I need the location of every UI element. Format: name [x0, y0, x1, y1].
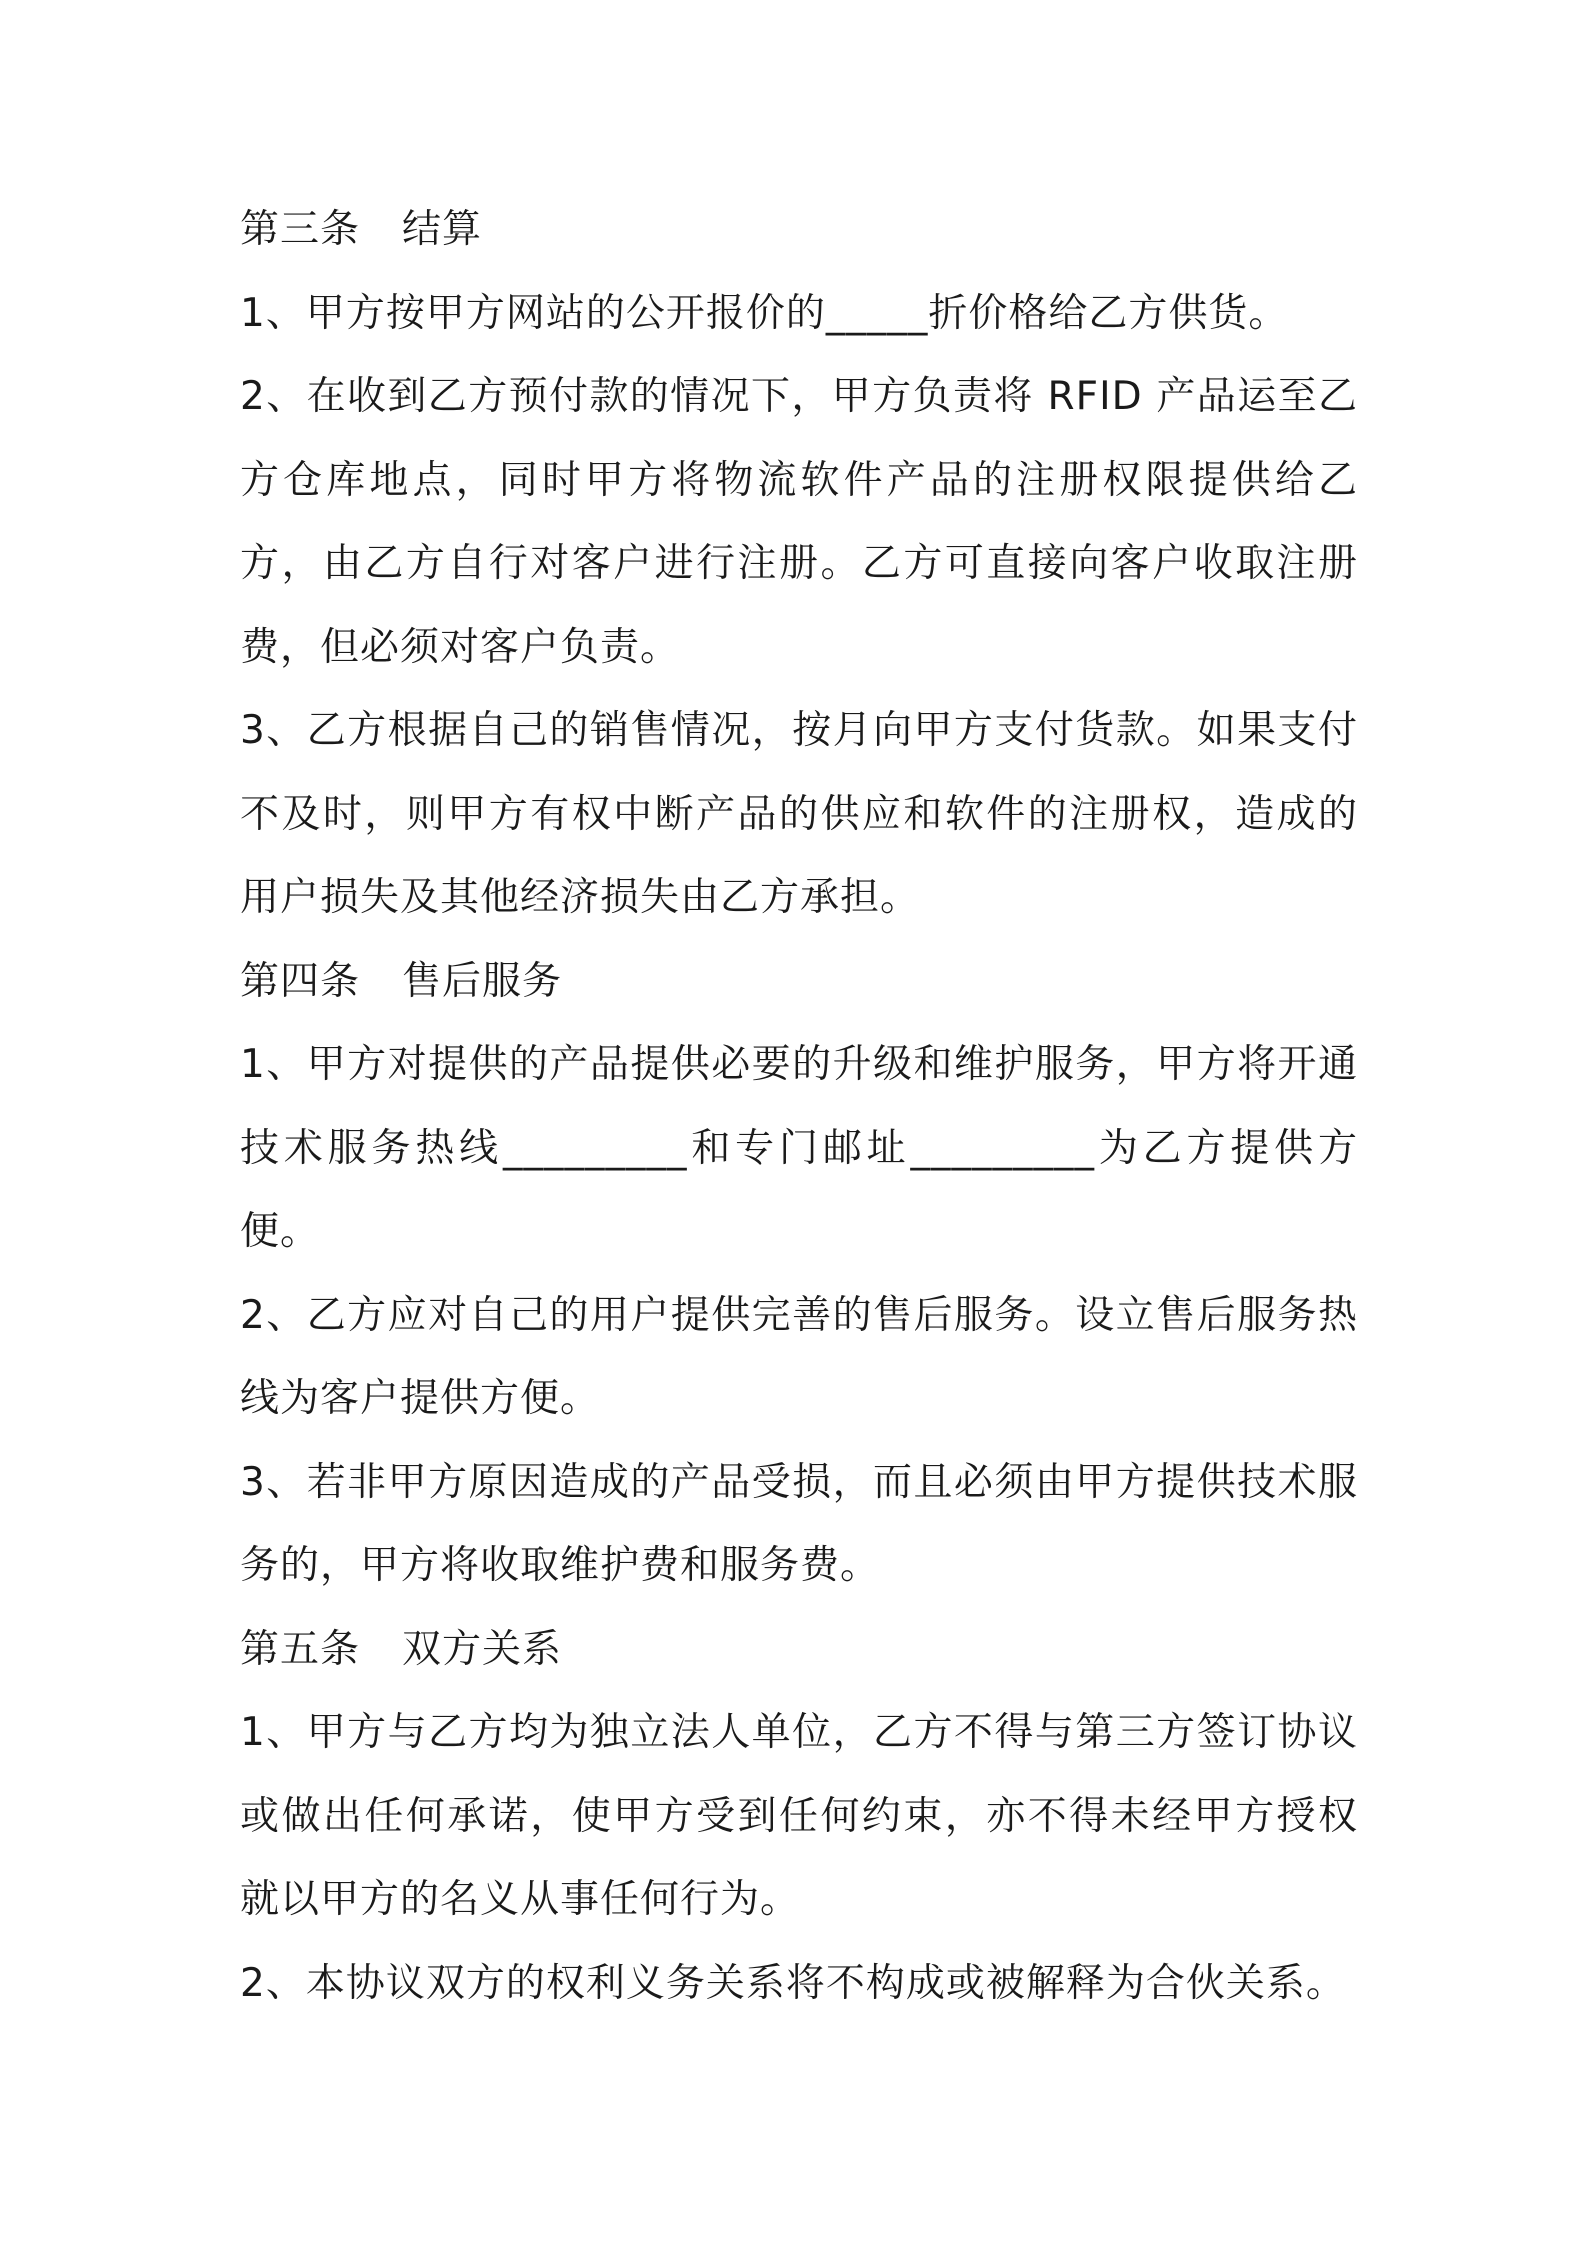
clause-3-3: 3、乙方根据自己的销售情况，按月向甲方支付货款。如果支付不及时，则甲方有权中断产品的供应和软件的注册权，造成的用户损失及其他经济损失由乙方承担。 — [240, 708, 1358, 920]
clause-4-2: 2、乙方应对自己的用户提供完善的售后服务。设立售后服务热线为客户提供方便。 — [240, 1292, 1358, 1421]
heading-title: 结算 — [402, 207, 483, 252]
heading-title: 售后服务 — [402, 958, 563, 1004]
section-heading-3 — [240, 188, 1358, 272]
section-heading-4 — [240, 940, 1358, 1024]
section-heading-5 — [240, 1608, 1358, 1692]
heading-number: 第三条 — [240, 207, 361, 252]
clause-3-2: 2、在收到乙方预付款的情况下，甲方负责将 RFID 产品运至乙方仓库地点，同时甲方将物流软件产品的注册权限提供给乙方，由乙方自行对客户进行注册。乙方可直接向客户收取注册费，但必须对客户负责。 — [240, 374, 1358, 670]
clause-3-1: 1、甲方按甲方网站的公开报价的_____折价格给乙方供货。 — [240, 290, 1289, 336]
heading-number: 第五条 — [240, 1626, 361, 1672]
heading-title: 双方关系 — [402, 1626, 563, 1672]
clause-4-1: 1、甲方对提供的产品提供必要的升级和维护服务，甲方将开通技术服务热线_________和专门邮址_________为乙方提供方便。 — [240, 1042, 1358, 1254]
document-page — [240, 188, 1358, 2025]
clause-5-1: 1、甲方与乙方均为独立法人单位，乙方不得与第三方签订协议或做出任何承诺，使甲方受到任何约束，亦不得未经甲方授权就以甲方的名义从事任何行为。 — [240, 1710, 1358, 1922]
clause-4-3: 3、若非甲方原因造成的产品受损，而且必须由甲方提供技术服务的，甲方将收取维护费和服务费。 — [240, 1459, 1358, 1588]
clause-5-2: 2、本协议双方的权利义务关系将不构成或被解释为合伙关系。 — [240, 1960, 1346, 2006]
heading-number: 第四条 — [240, 958, 361, 1004]
